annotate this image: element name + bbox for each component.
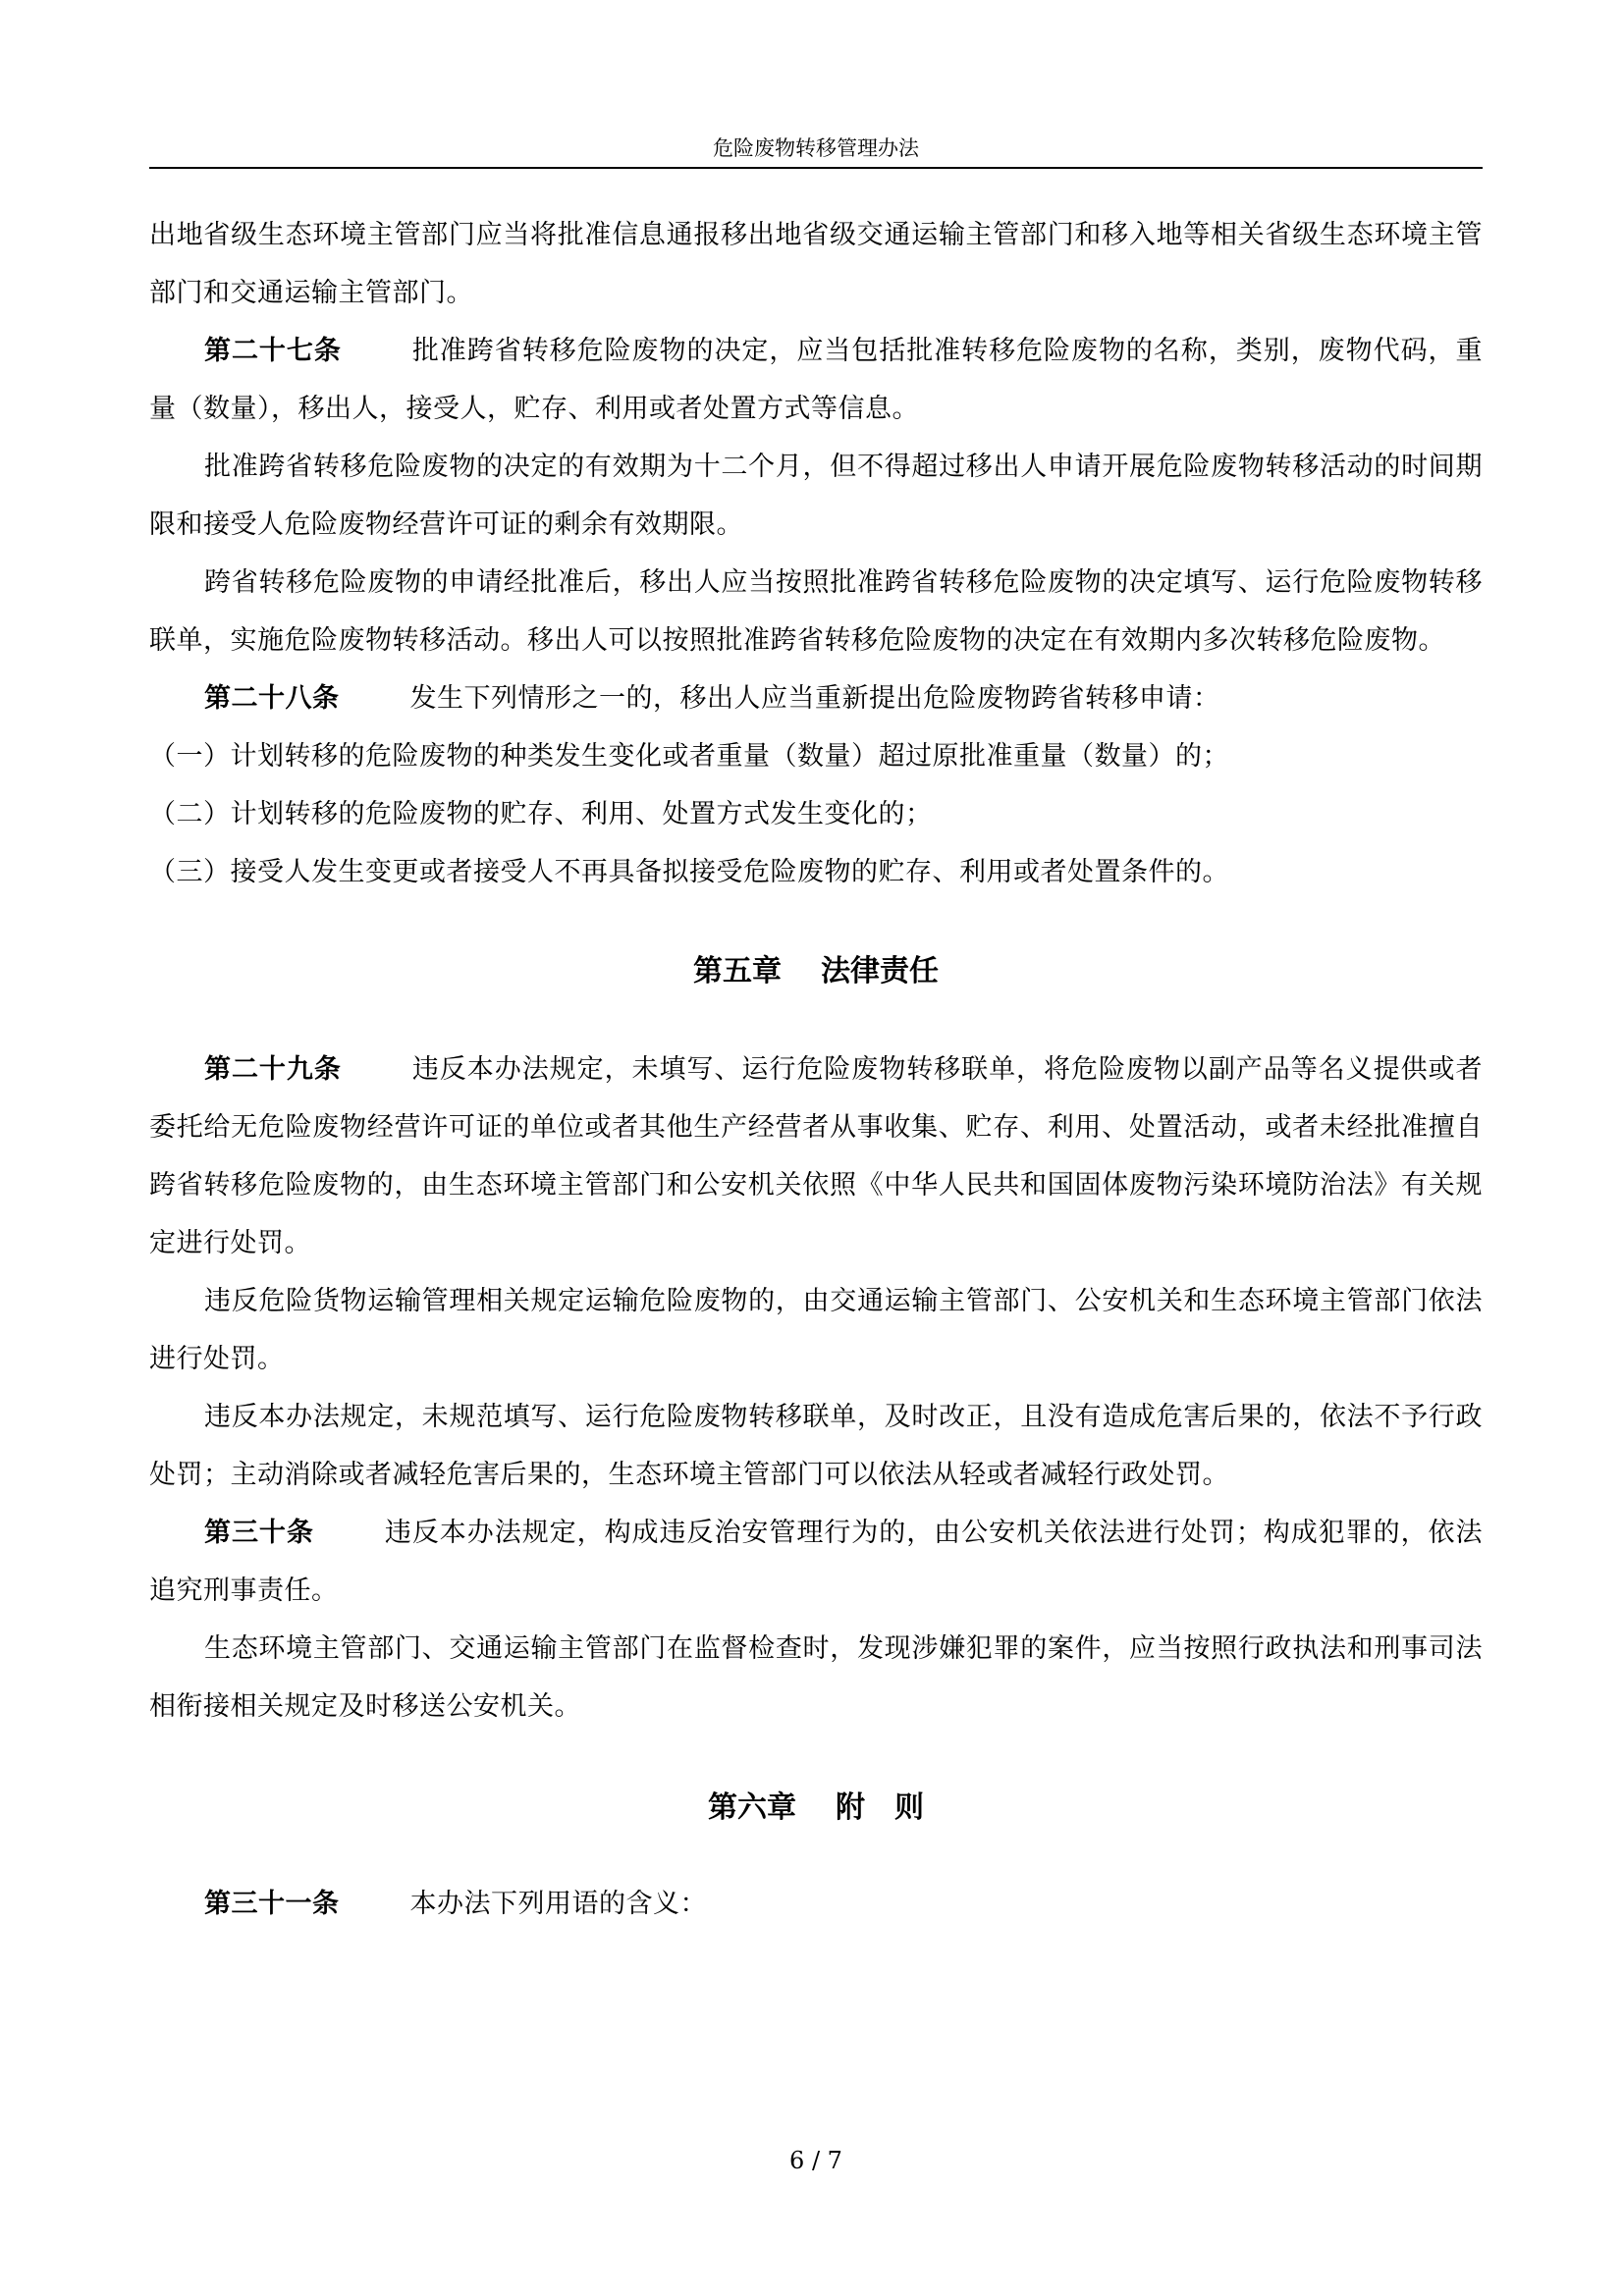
document-body: [149, 206, 1483, 1933]
article-29: [149, 1041, 1483, 1272]
article-label: 第三十条: [204, 1518, 314, 1548]
paragraph: 生态环境主管部门、交通运输主管部门在监督检查时，发现涉嫌犯罪的案件，应当按照行政执法和刑事司法相衔接相关规定及时移送公安机关。: [149, 1633, 1483, 1722]
paragraph: 违反本办法规定，未规范填写、运行危险废物转移联单，及时改正，且没有造成危害后果的，依法不予行政处罚；主动消除或者减轻危害后果的，生态环境主管部门可以依法从轻或者减轻行政处罚。: [149, 1402, 1483, 1490]
list-item: （一）计划转移的危险废物的种类发生变化或者重量（数量）超过原批准重量（数量）的；: [149, 741, 1229, 772]
chapter-heading-6: [149, 1789, 1483, 1828]
article-label: 第三十一条: [204, 1889, 340, 1919]
paragraph: 违反危险货物运输管理相关规定运输危险废物的，由交通运输主管部门、公安机关和生态环境主管部门依法进行处罚。: [149, 1286, 1483, 1374]
chapter-heading-5: [149, 952, 1483, 991]
paragraph-continuation: 出地省级生态环境主管部门应当将批准信息通报移出地省级交通运输主管部门和移入地等相关省级生态环境主管部门和交通运输主管部门。: [149, 220, 1483, 308]
article-text: 批准跨省转移危险废物的决定，应当包括批准转移危险废物的名称，类别，废物代码，重量（数量），移出人，接受人，贮存、利用或者处置方式等信息。: [149, 336, 1484, 424]
chapter-title: 附 则: [836, 1790, 924, 1825]
article-label: 第二十九条: [204, 1054, 342, 1085]
article-30: [149, 1504, 1483, 1620]
article-31: [149, 1875, 1483, 1933]
article-28: [149, 669, 1483, 727]
article-text: 违反本办法规定，构成违反治安管理行为的，由公安机关依法进行处罚；构成犯罪的，依法追究刑事责任。: [149, 1518, 1484, 1606]
chapter-title: 法律责任: [821, 954, 939, 988]
list-item: （二）计划转移的危险废物的贮存、利用、处置方式发生变化的；: [149, 799, 933, 829]
paragraph: 批准跨省转移危险废物的决定的有效期为十二个月，但不得超过移出人申请开展危险废物转移活动的时间期限和接受人危险废物经营许可证的剩余有效期限。: [149, 452, 1483, 540]
header-rule: [149, 167, 1483, 169]
article-text: 违反本办法规定，未填写、运行危险废物转移联单，将危险废物以副产品等名义提供或者委托给无危险废物经营许可证的单位或者其他生产经营者从事收集、贮存、利用、处置活动，或者未经批准擅自跨省转移危险废物的，由生态环境主管部门和公安机关依照《中华人民共和国固体废物污染环境防治法》有关规定进行处罚。: [149, 1054, 1484, 1258]
running-header: 危险废物转移管理办法: [713, 136, 919, 160]
paragraph: 跨省转移危险废物的申请经批准后，移出人应当按照批准跨省转移危险废物的决定填写、运行危险废物转移联单，实施危险废物转移活动。移出人可以按照批准跨省转移危险废物的决定在有效期内多次转移危险废物。: [149, 567, 1483, 656]
chapter-number: 第六章: [708, 1790, 796, 1825]
article-27: [149, 322, 1483, 438]
list-item: （三）接受人发生变更或者接受人不再具备拟接受危险废物的贮存、利用或者处置条件的。: [149, 857, 1229, 887]
chapter-number: 第五章: [693, 954, 782, 988]
article-text: 本办法下列用语的含义：: [409, 1889, 707, 1919]
article-label: 第二十七条: [204, 336, 342, 366]
page-number: 6 / 7: [789, 2147, 842, 2174]
article-text: 发生下列情形之一的，移出人应当重新提出危险废物跨省转移申请：: [409, 683, 1220, 714]
article-label: 第二十八条: [204, 683, 340, 714]
